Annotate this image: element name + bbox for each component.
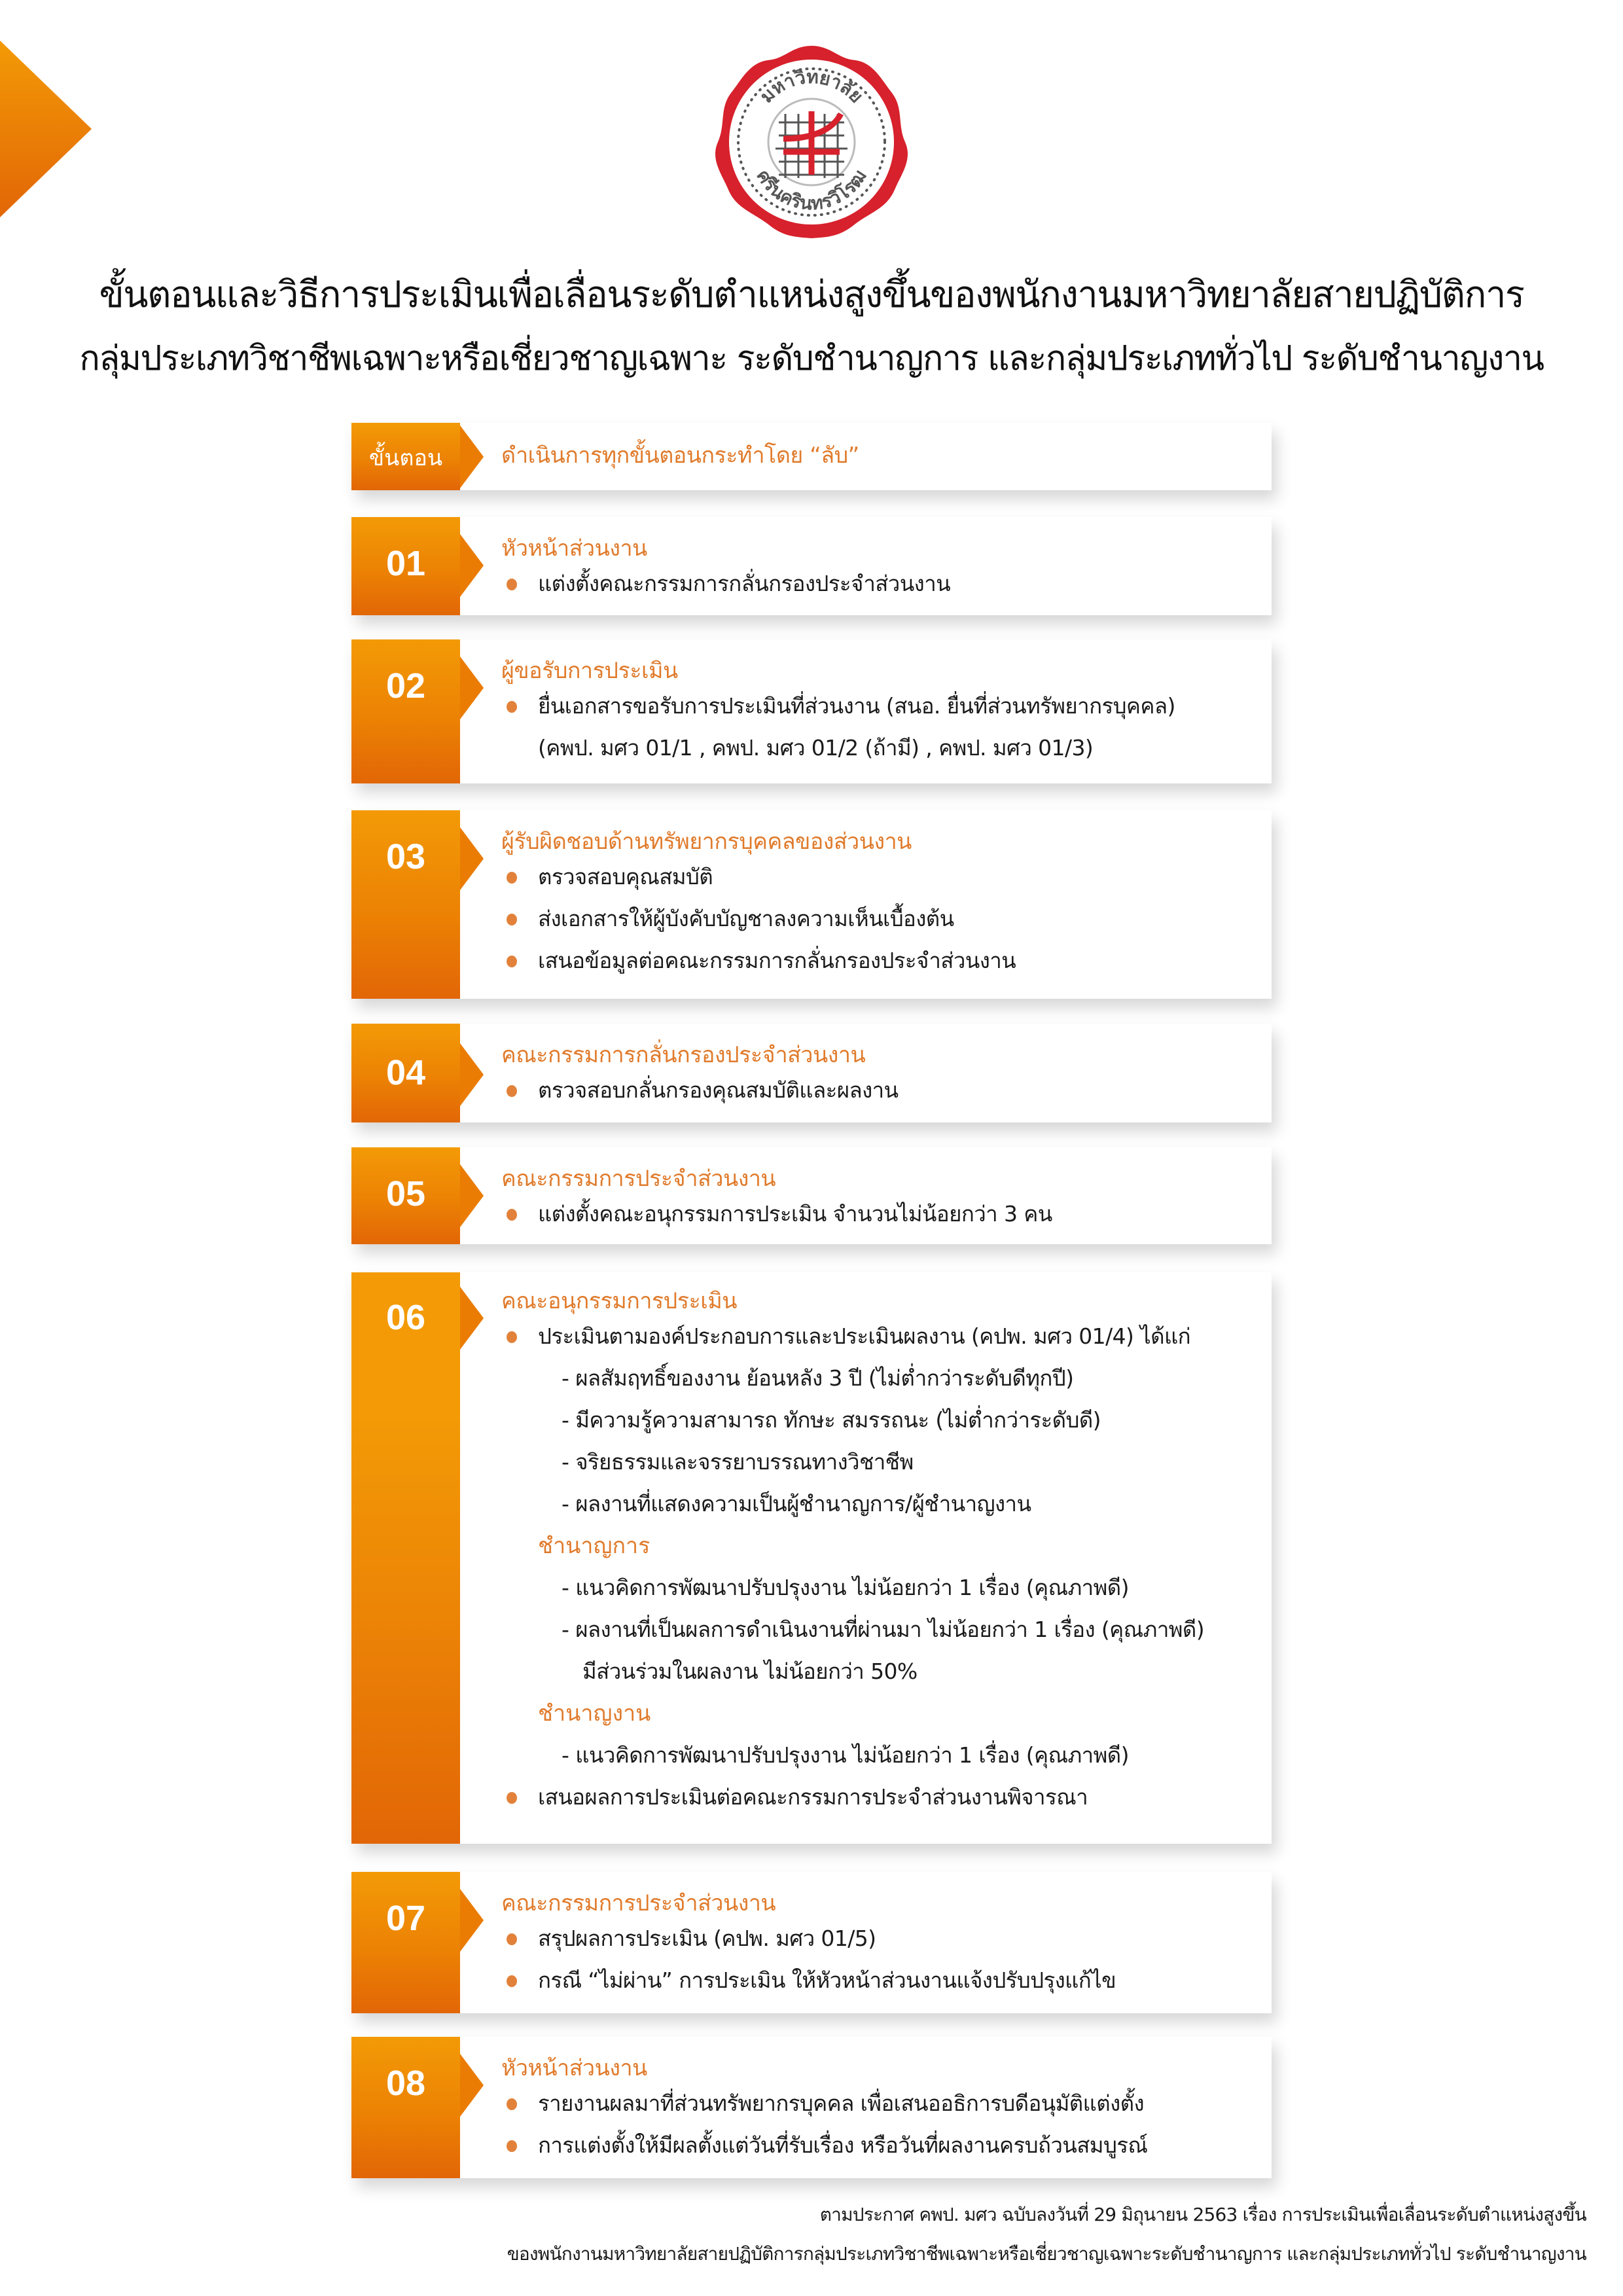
header-step-card <box>351 423 1272 490</box>
sub-item-continuation: มีส่วนร่วมในผลงาน ไม่น้อยกว่า 50% <box>582 1659 918 1684</box>
corner-arrow-decoration <box>0 41 92 217</box>
step-badge <box>351 1024 460 1122</box>
step-badge <box>351 810 460 999</box>
step-number: 04 <box>385 1053 426 1092</box>
university-seal-logo <box>710 41 913 243</box>
step-card-05 <box>351 1147 1272 1244</box>
step-role: หัวหน้าส่วนงาน <box>501 535 647 562</box>
bullet-icon <box>507 914 517 925</box>
list-item: ตรวจสอบกลั่นกรองคุณสมบัติและผลงาน <box>501 1069 1252 1111</box>
step-number: 02 <box>385 666 426 706</box>
step-badge <box>351 1872 460 2013</box>
list-item: รายงานผลมาที่ส่วนทรัพยากรบุคคล เพื่อเสนออธิการบดีอนุมัติแต่งตั้ง <box>501 2083 1252 2125</box>
bullet-icon <box>507 1933 517 1945</box>
sub-item: - แนวคิดการพัฒนาปรับปรุงงาน ไม่น้อยกว่า 1 เรื่อง (คุณภาพดี) <box>562 1742 1129 1768</box>
bullet-icon <box>507 701 517 713</box>
step-badge <box>351 2037 460 2178</box>
step-role: หัวหน้าส่วนงาน <box>501 2055 647 2081</box>
list-item: การแต่งตั้งให้มีผลตั้งแต่วันที่รับเรื่อง หรือวันที่ผลงานครบถ้วนสมบูรณ์ <box>501 2125 1252 2166</box>
step-card-06 <box>351 1272 1272 1844</box>
bullet-icon <box>507 1331 517 1343</box>
list-item: เสนอผลการประเมินต่อคณะกรรมการประจำส่วนงานพิจารณา <box>501 1776 1252 1818</box>
step-badge <box>351 1272 460 1844</box>
step-card-04 <box>351 1024 1272 1122</box>
bullet-icon <box>507 2098 517 2110</box>
step-card-08 <box>351 2037 1272 2178</box>
list-item: ยื่นเอกสารขอรับการประเมินที่ส่วนงาน (สนอ. ยื่นที่ส่วนทรัพยากรบุคคล) <box>501 685 1252 727</box>
sub-item: - ผลงานที่แสดงความเป็นผู้ชำนาญการ/ผู้ชำนาญงาน <box>562 1491 1031 1516</box>
list-item-continuation: (คพป. มศว 01/1 , คพป. มศว 01/2 (ถ้ามี) , คพป. มศว 01/3) <box>538 735 1094 761</box>
list-item: เสนอข้อมูลต่อคณะกรรมการกลั่นกรองประจำส่วนงาน <box>501 940 1252 982</box>
list-item: ส่งเอกสารให้ผู้บังคับบัญชาลงความเห็นเบื้องต้น <box>501 898 1252 940</box>
step-role: คณะอนุกรรมการประเมิน <box>501 1288 738 1314</box>
sub-item: - ผลสัมฤทธิ์ของงาน ย้อนหลัง 3 ปี (ไม่ต่ำกว่าระดับดีทุกปี) <box>562 1365 1074 1391</box>
header-badge <box>351 423 460 490</box>
step-number: 05 <box>385 1174 426 1213</box>
page-subtitle: กลุ่มประเภทวิชาชีพเฉพาะหรือเชี่ยวชาญเฉพาะ ระดับชำนาญการ และกลุ่มประเภททั่วไป ระดับชำนาญงาน <box>79 339 1544 378</box>
step-badge <box>351 1147 460 1244</box>
step-number: 06 <box>385 1298 426 1337</box>
page-title: ขั้นตอนและวิธีการประเมินเพื่อเลื่อนระดับตำแหน่งสูงขึ้นของพนักงานมหาวิทยาลัยสายปฏิบัติการ <box>99 274 1524 316</box>
step-role: คณะกรรมการกลั่นกรองประจำส่วนงาน <box>501 1042 866 1068</box>
step-role: ผู้ขอรับการประเมิน <box>501 658 678 684</box>
header-step-text: ดำเนินการทุกขั้นตอนกระทำโดย “ลับ” <box>501 442 859 469</box>
step-role: คณะกรรมการประจำส่วนงาน <box>501 1166 776 1192</box>
step-card-07 <box>351 1872 1272 2013</box>
bullet-icon <box>507 1085 517 1097</box>
step-card-03 <box>351 810 1272 999</box>
seal-text-top: มหาวิทยาลัย <box>755 65 868 107</box>
bullet-icon <box>507 2140 517 2152</box>
bullet-icon <box>507 956 517 967</box>
header-badge-label: ขั้นตอน <box>368 445 443 471</box>
step-number: 08 <box>385 2064 426 2103</box>
list-item: ประเมินตามองค์ประกอบการและประเมินผลงาน (คปพ. มศว 01/4) ได้แก่ <box>501 1316 1252 1357</box>
level-heading-skilled: ชำนาญงาน <box>538 1700 651 1727</box>
step-number: 03 <box>385 837 426 876</box>
bullet-icon <box>507 579 517 590</box>
level-heading-specialist: ชำนาญการ <box>538 1533 651 1559</box>
bullet-icon <box>507 872 517 884</box>
footnote-line-1: ตามประกาศ คพป. มศว ฉบับลงวันที่ 29 มิถุนายน 2563 เรื่อง การประเมินเพื่อเลื่อนระดับตำแหน่งสูงขึ้น <box>819 2204 1586 2225</box>
bullet-icon <box>507 1975 517 1987</box>
list-item: กรณี “ไม่ผ่าน” การประเมิน ให้หัวหน้าส่วนงานแจ้งปรับปรุงแก้ไข <box>501 1960 1252 2001</box>
sub-item: - มีความรู้ความสามารถ ทักษะ สมรรถนะ (ไม่ต่ำกว่าระดับดี) <box>562 1407 1101 1433</box>
step-badge <box>351 639 460 783</box>
step-card-01 <box>351 517 1272 615</box>
seal-text-bottom: ศรีนครินทรวิโรฒ <box>752 166 871 215</box>
sub-item: - ผลงานที่เป็นผลการดำเนินงานที่ผ่านมา ไม่น้อยกว่า 1 เรื่อง (คุณภาพดี) <box>562 1617 1205 1642</box>
step-number: 07 <box>385 1899 426 1938</box>
list-item: แต่งตั้งคณะอนุกรรมการประเมิน จำนวนไม่น้อยกว่า 3 คน <box>501 1193 1252 1235</box>
bullet-icon <box>507 1792 517 1804</box>
footnote-line-2: ของพนักงานมหาวิทยาลัยสายปฏิบัติการกลุ่มประเภทวิชาชีพเฉพาะหรือเชี่ยวชาญเฉพาะระดับชำนาญการ และกลุ่มประเภททั่วไป ระดับชำนาญงาน <box>507 2243 1586 2265</box>
list-item: สรุปผลการประเมิน (คปพ. มศว 01/5) <box>501 1918 1252 1960</box>
step-badge <box>351 517 460 615</box>
list-item: ตรวจสอบคุณสมบัติ <box>501 856 1252 898</box>
step-role: ผู้รับผิดชอบด้านทรัพยากรบุคคลของส่วนงาน <box>501 829 912 855</box>
list-item: แต่งตั้งคณะกรรมการกลั่นกรองประจำส่วนงาน <box>501 563 1252 605</box>
step-role: คณะกรรมการประจำส่วนงาน <box>501 1890 776 1916</box>
step-number: 01 <box>385 544 426 583</box>
bullet-icon <box>507 1209 517 1221</box>
sub-item: - แนวคิดการพัฒนาปรับปรุงงาน ไม่น้อยกว่า 1 เรื่อง (คุณภาพดี) <box>562 1575 1129 1600</box>
step-card-02 <box>351 639 1272 783</box>
sub-item: - จริยธรรมและจรรยาบรรณทางวิชาชีพ <box>562 1449 914 1475</box>
